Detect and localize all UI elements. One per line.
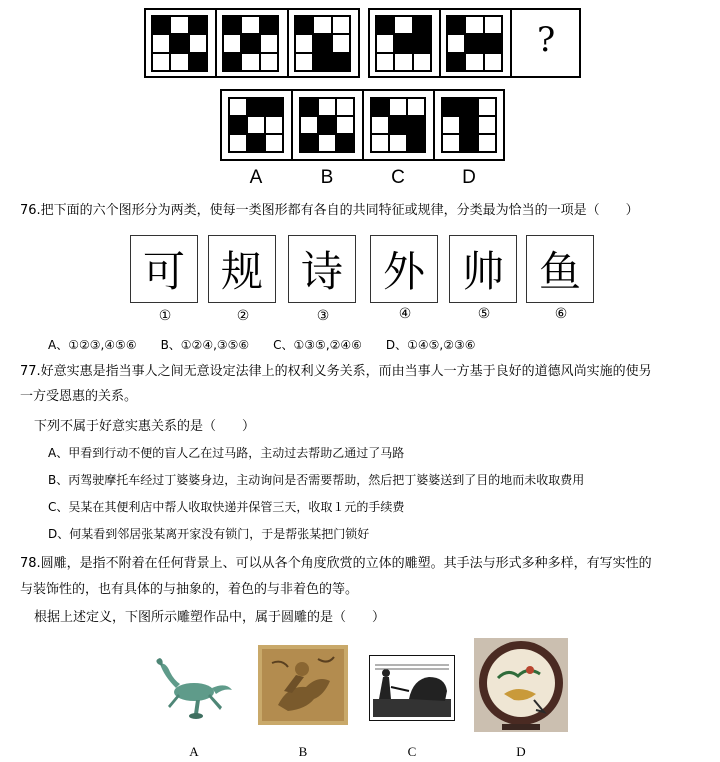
sculpture-c-label: C [407, 744, 417, 759]
char-box-6: 鱼 [526, 235, 594, 303]
sculpture-b-label: B [298, 744, 308, 759]
option-b-label: B [320, 167, 334, 188]
q78-stem-line1: 78.圆雕，是指不附着在任何背景上、可以从各个角度欣赏的立体的雕塑。其手法与形式多种多样，有写实性的 [20, 556, 652, 571]
char-num-6: ⑥ [554, 306, 568, 322]
sculpture-a-label: A [189, 744, 199, 759]
option-b-pattern[interactable] [299, 97, 355, 153]
pattern-1 [151, 15, 208, 72]
option-a-pattern[interactable] [228, 97, 284, 153]
option-d-pattern[interactable] [441, 97, 497, 153]
option-d-label: D [462, 167, 476, 188]
seq-divider [215, 8, 217, 78]
q77-stem-line2: 一方受恩惠的关系。 [20, 389, 138, 404]
q78-question: 根据上述定义，下图所示雕塑作品中，属于圆雕的是（ ） [34, 610, 386, 625]
seq-divider [439, 8, 441, 78]
q77-option-d[interactable]: D、何某看到邻居张某离开家没有锁门，于是帮张某把门锁好 [48, 527, 370, 541]
sculpture-d-label: D [516, 744, 526, 759]
q78-stem-line2: 与装饰性的，也有具体的与抽象的，着色的与非着色的等。 [20, 582, 359, 597]
pattern-5 [446, 15, 503, 72]
pattern-3 [294, 15, 351, 72]
char-num-4: ④ [398, 306, 412, 322]
option-a-label: A [249, 167, 263, 188]
sculpture-c-image[interactable] [369, 655, 455, 721]
q77-option-b[interactable]: B、丙驾驶摩托车经过丁婆婆身边，主动询问是否需要帮助，然后把丁婆婆送到了目的地而未收取费用 [48, 473, 585, 487]
char-num-5: ⑤ [477, 306, 491, 322]
q77-option-c[interactable]: C、吴某在其便利店中帮人收取快递并保管三天，收取１元的手续费 [48, 500, 405, 514]
question-mark: ? [537, 20, 556, 60]
seq-divider [510, 8, 512, 78]
char-box-1: 可 [130, 235, 198, 303]
sculpture-d-image[interactable] [474, 638, 568, 732]
q77-stem-line1: 77.好意实惠是指当事人之间无意设定法律上的权利义务关系，而由当事人一方基于良好的道德风尚实施的使另 [20, 364, 652, 379]
seq-divider [291, 89, 293, 161]
pattern-4 [375, 15, 432, 72]
q77-question: 下列不属于好意实惠关系的是（ ） [34, 419, 256, 434]
q75-figure-sequence [0, 0, 720, 200]
char-num-3: ③ [316, 308, 330, 324]
char-box-2: 规 [208, 235, 276, 303]
sculpture-b-image[interactable] [258, 645, 348, 725]
option-c-label: C [391, 167, 405, 188]
char-box-3: 诗 [288, 235, 356, 303]
char-num-2: ② [236, 308, 250, 324]
char-num-1: ① [158, 308, 172, 324]
q76-choices[interactable]: A、①②③,④⑤⑥ B、①②④,③⑤⑥ C、①③⑤,②④⑥ D、①④⑤,②③⑥ [48, 338, 476, 352]
option-c-pattern[interactable] [370, 97, 426, 153]
seq-divider [362, 89, 364, 161]
char-box-4: 外 [370, 235, 438, 303]
q77-option-a[interactable]: A、甲看到行动不便的盲人乙在过马路，主动过去帮助乙通过了马路 [48, 446, 405, 460]
pattern-2 [222, 15, 279, 72]
seq-divider [433, 89, 435, 161]
sculpture-a-image[interactable] [150, 652, 236, 724]
q76-stem: 76.把下面的六个图形分为两类，使每一类图形都有各自的共同特征或规律，分类最为恰当的一项是（ ） [20, 203, 639, 218]
char-box-5: 帅 [449, 235, 517, 303]
seq-divider [287, 8, 289, 78]
